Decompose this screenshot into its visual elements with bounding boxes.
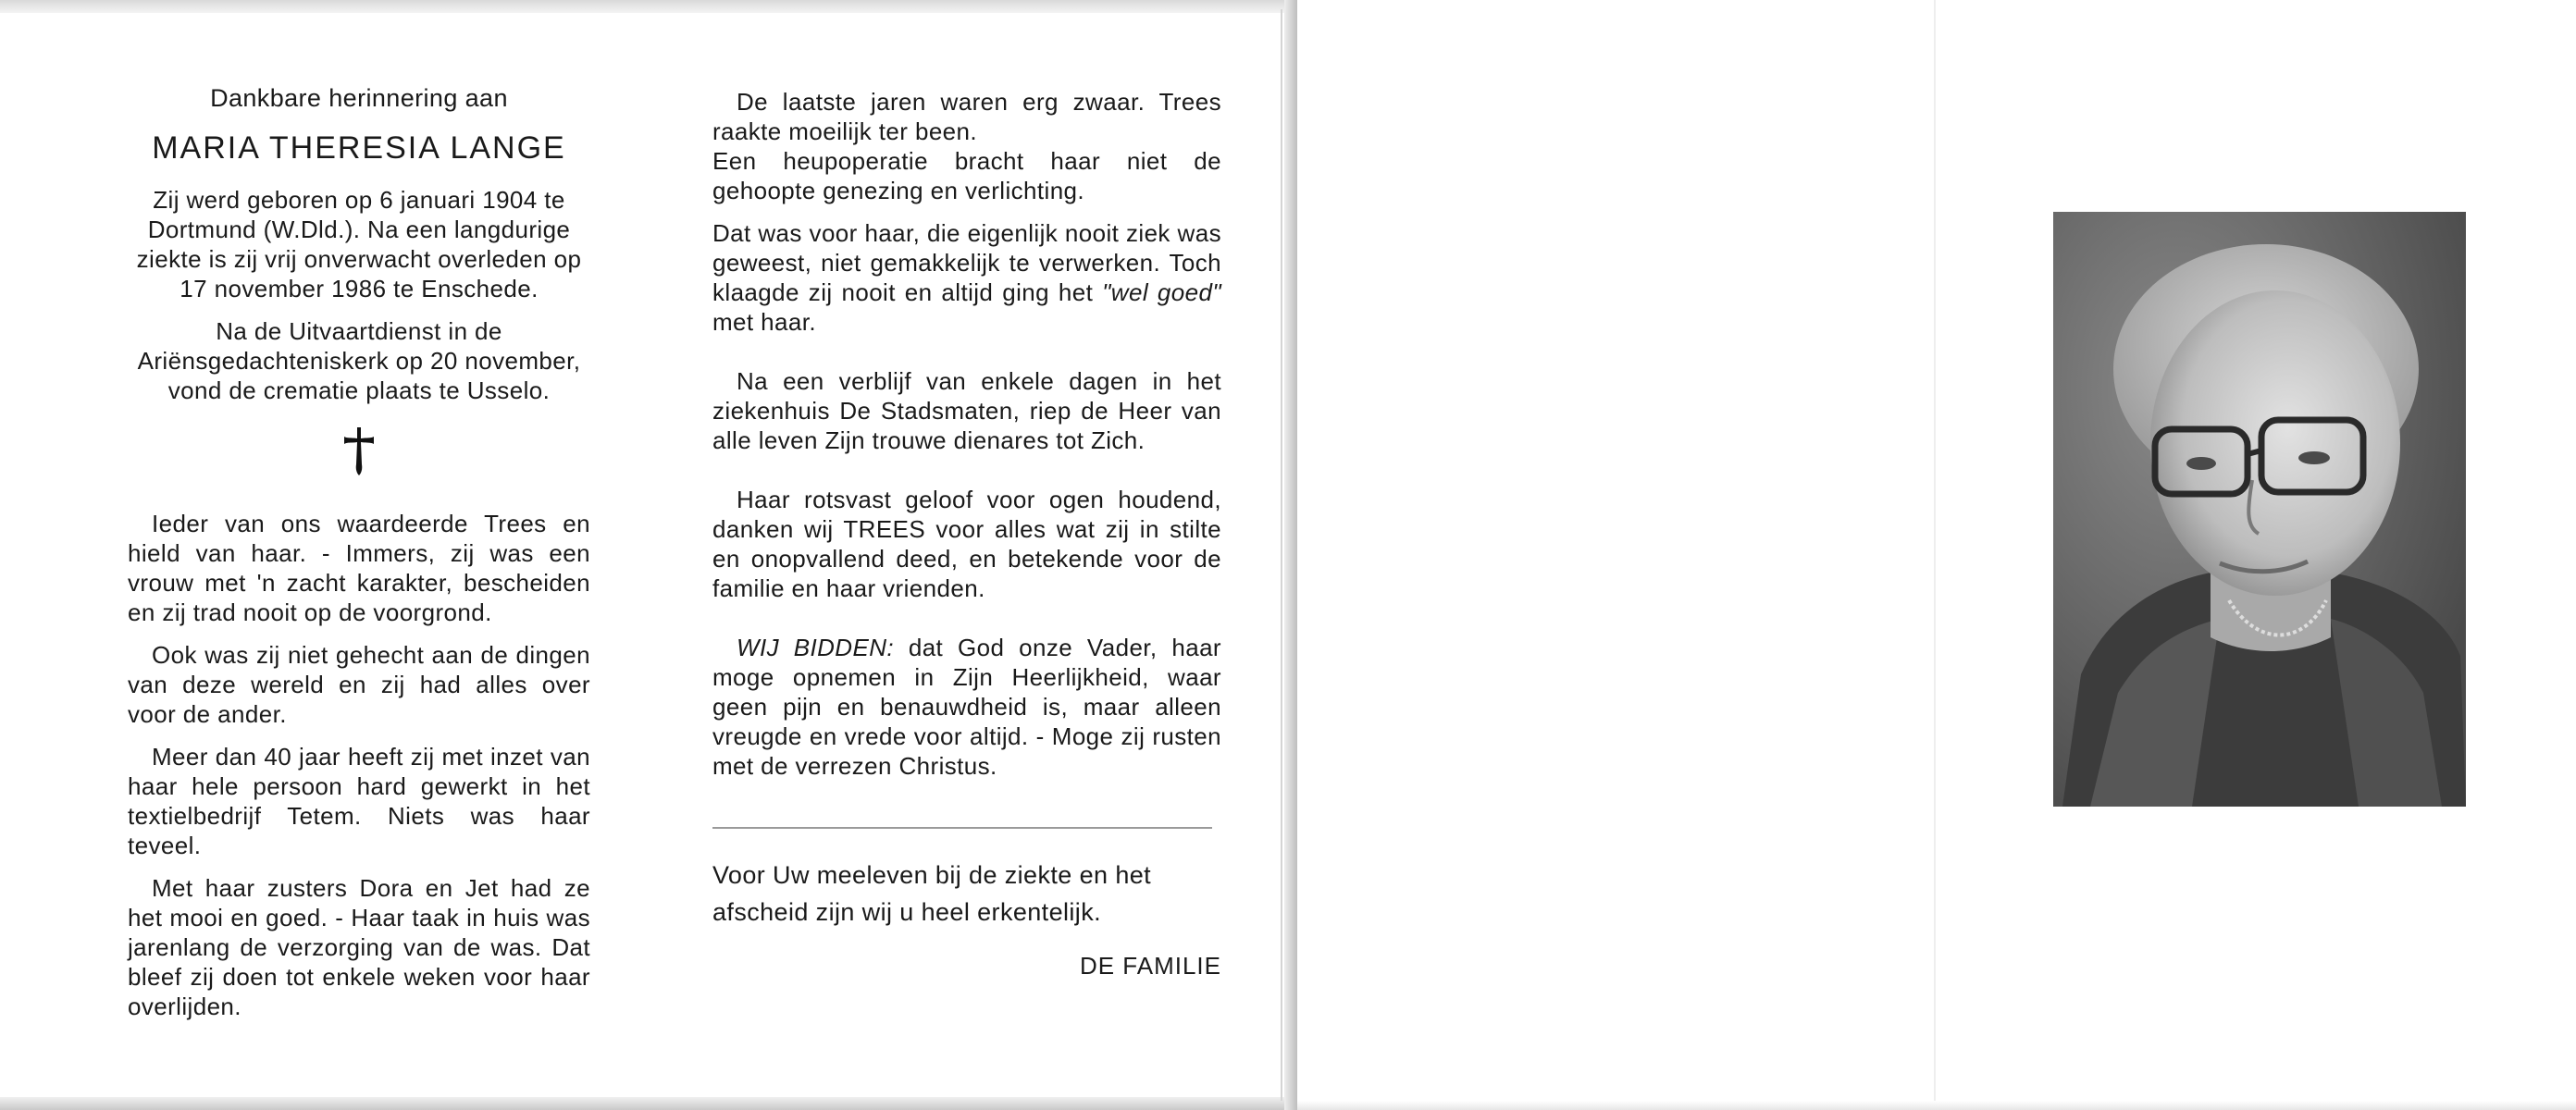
pre-title: Dankbare herinnering aan — [210, 84, 508, 112]
card-edge-bottom — [0, 1097, 1294, 1110]
signature: DE FAMILIE — [1079, 952, 1221, 980]
paragraph-prayer — [712, 633, 1221, 781]
card-edge-top — [0, 0, 1294, 13]
intro-paragraph-funeral: Na de Uitvaartdienst in de Ariënsgedachteniskerk op 20 november, vond de crematie plaats te Usselo. — [137, 317, 581, 404]
prayer-text: dat God onze Vader, haar moge opnemen in Zijn Heerlijkheid, waar geen pijn en benauwdheid is, maar alleen vreugde en vrede voor altijd. - Moge zij rusten met de verrezen Christus. — [712, 634, 1221, 780]
paragraph-last-years: De laatste jaren waren erg zwaar. Trees raakte moeilijk ter been. — [712, 88, 1221, 145]
cross-icon — [341, 426, 378, 477]
prayer-label: WIJ BIDDEN: — [737, 634, 895, 661]
card-right-fold — [1934, 0, 1936, 1110]
paragraph-never-complained-end: met haar. — [712, 308, 816, 336]
paragraph-sisters: Met haar zusters Dora en Jet had ze het mooi en goed. - Haar taak in huis was jarenlang de verzorging van de was. Dat bleef zij doen tot enkele weken voor haar overlijden. — [128, 874, 590, 1020]
paragraph-hospital: Na een verblijf van enkele dagen in het ziekenhuis De Stadsmaten, riep de Heer van alle leven Zijn trouwe dienares tot Zich. — [712, 367, 1221, 454]
separator-line — [712, 827, 1212, 829]
paragraph-faith: Haar rotsvast geloof voor ogen houdend, danken wij TREES voor alles wat zij in stilte en onopvallend deed, en betekende voor de familie en haar vrienden. — [712, 486, 1221, 602]
card-edge-right — [1284, 0, 1297, 1110]
intro-paragraph-birth: Zij werd geboren op 6 januari 1904 te Dortmund (W.Dld.). Na een langdurige ziekte is zij vrij onverwacht overleden op 17 november 1986 te Enschede. — [136, 186, 582, 302]
card-fold-line — [1281, 9, 1282, 1101]
deceased-name: MARIA THERESIA LANGE — [152, 130, 566, 166]
left-text-column — [128, 83, 590, 1034]
card-right-bottom-edge — [1297, 1101, 2576, 1110]
paragraph-never-complained-text: Dat was voor haar, die eigenlijk nooit ziek was geweest, niet gemakkelijk te verwerken. Toch klaagde zij nooit en altijd ging het — [712, 219, 1221, 306]
wel-goed-quote: "wel goed" — [1102, 278, 1221, 306]
portrait-photo — [2053, 212, 2466, 807]
thanks-text: Voor Uw meeleven bij de ziekte en het afscheid zijn wij u heel erkentelijk. — [712, 861, 1152, 926]
paragraph-hip-operation: Een heupoperatie bracht haar niet de gehoopte genezing en verlichting. — [712, 147, 1221, 204]
right-text-column — [712, 87, 1221, 980]
paragraph-world: Ook was zij niet gehecht aan de dingen van deze wereld en zij had alles over voor de ander. — [128, 641, 590, 728]
paragraph-character: Ieder van ons waardeerde Trees en hield van haar. - Immers, zij was een vrouw met 'n zacht karakter, bescheiden en zij trad nooit op de voorgrond. — [128, 510, 590, 626]
paragraph-work: Meer dan 40 jaar heeft zij met inzet van haar hele persoon hard gewerkt in het textielbedrijf Tetem. Niets was haar teveel. — [128, 743, 590, 859]
paragraph-never-complained — [712, 218, 1221, 337]
portrait-illustration — [2053, 212, 2466, 807]
